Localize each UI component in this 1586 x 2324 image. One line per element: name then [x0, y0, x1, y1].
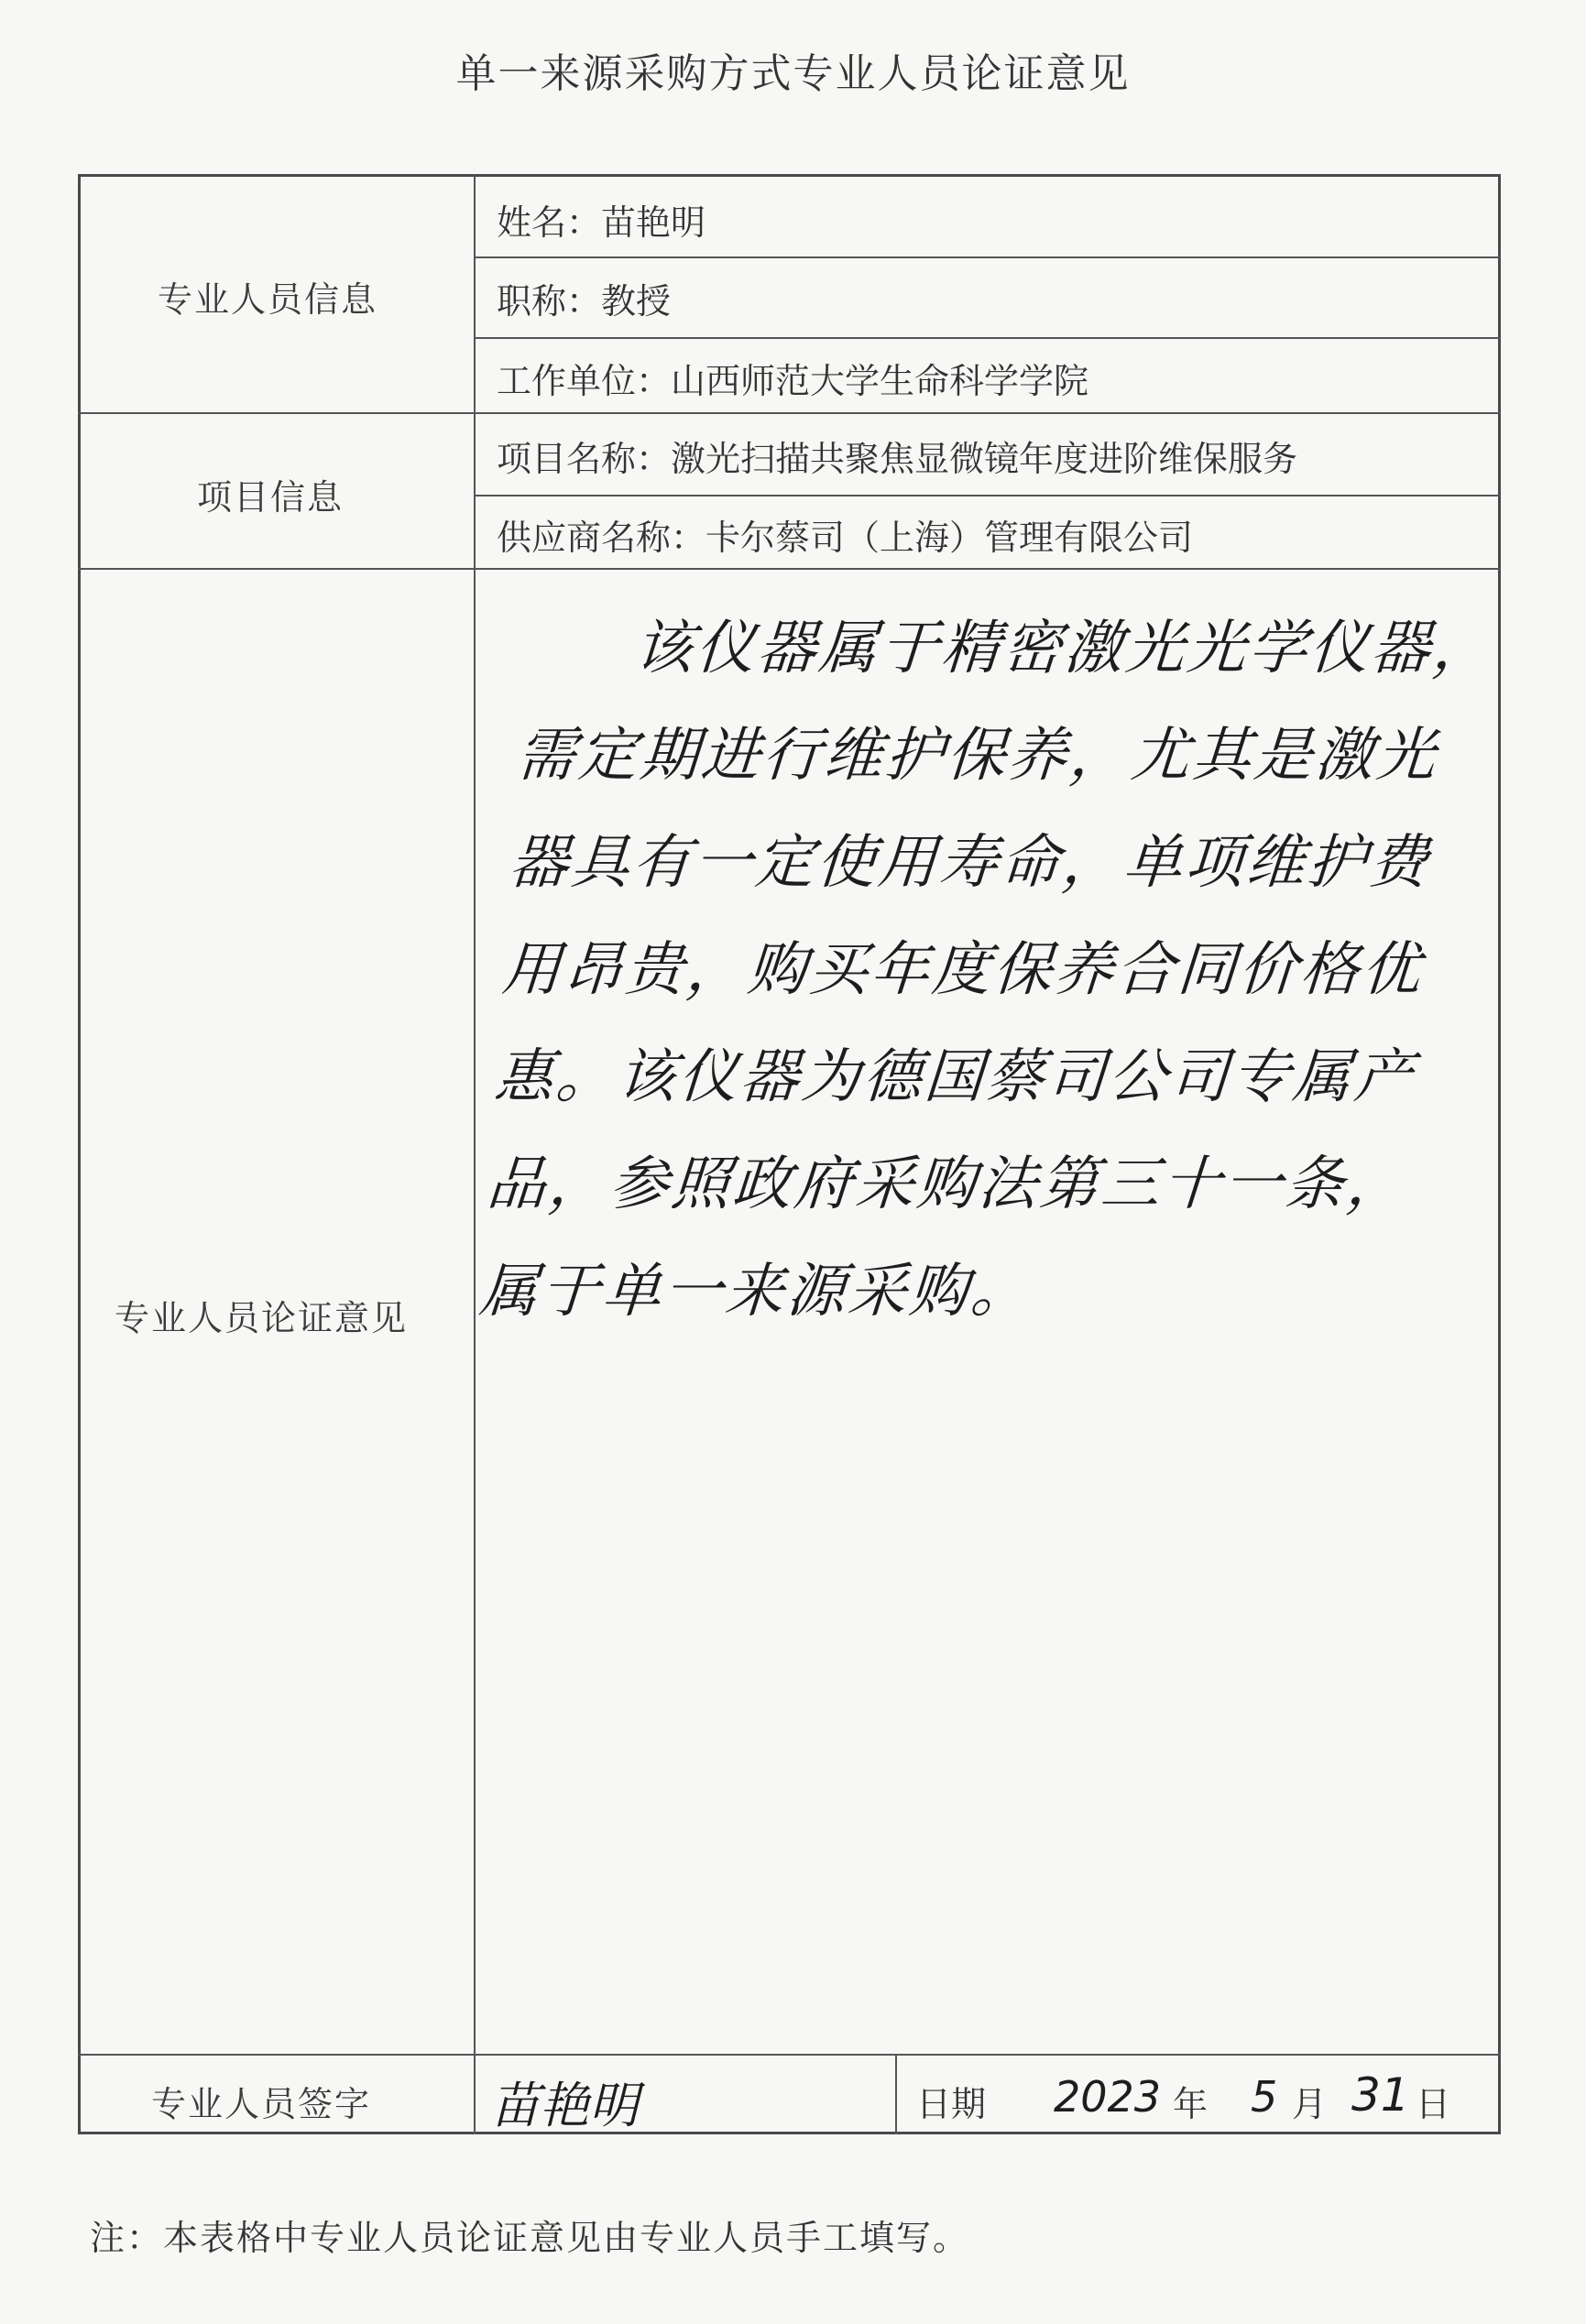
row-divider: [474, 495, 1501, 496]
expert-workplace: 工作单位：山西师范大学生命科学学院: [497, 361, 1089, 401]
row-divider: [474, 337, 1501, 339]
section-divider: [78, 568, 1501, 570]
expert-title: 职称：教授: [497, 281, 672, 322]
project-info-label: 项目信息: [197, 477, 345, 518]
signature-label: 专业人员签字: [151, 2084, 372, 2124]
date-label: 日期: [916, 2084, 987, 2124]
supplier-name: 供应商名称：卡尔蔡司（上海）管理有限公司: [497, 518, 1194, 558]
footnote: 注：本表格中专业人员论证意见由专业人员手工填写。: [90, 2218, 970, 2258]
section-divider: [78, 412, 1501, 414]
handwritten-signature: 苗艳明: [490, 2077, 639, 2134]
date-day-unit: 日: [1416, 2084, 1451, 2124]
project-name: 项目名称：激光扫描共聚焦显微镜年度进阶维保服务: [497, 439, 1298, 479]
section-divider: [78, 2054, 1501, 2056]
handwritten-opinion: [476, 595, 1499, 1346]
opinion-label: 专业人员论证意见: [115, 1298, 409, 1338]
expert-info-label: 专业人员信息: [158, 279, 378, 320]
date-day: 31: [1351, 2068, 1410, 2122]
date-year: 2023: [1054, 2072, 1162, 2122]
date-year-unit: 年: [1173, 2084, 1209, 2124]
column-divider: [474, 174, 476, 2134]
expert-name: 姓名：苗艳明: [497, 202, 706, 243]
date-divider: [895, 2054, 897, 2134]
date-month: 5: [1251, 2072, 1278, 2122]
document-title: 单一来源采购方式专业人员论证意见: [455, 50, 1131, 97]
row-divider: [474, 256, 1501, 258]
date-month-unit: 月: [1292, 2084, 1328, 2124]
handwritten-opinion-text: 该仪器属于精密激光光学仪器，需定期进行维护保养，尤其是激光器具有一定使用寿命，单项维护费用昂贵，购买年度保养合同价格优惠。该仪器为德国蔡司公司专属产品，参照政府采购法第三十一条，属于单一来源采购。: [476, 615, 1497, 1326]
